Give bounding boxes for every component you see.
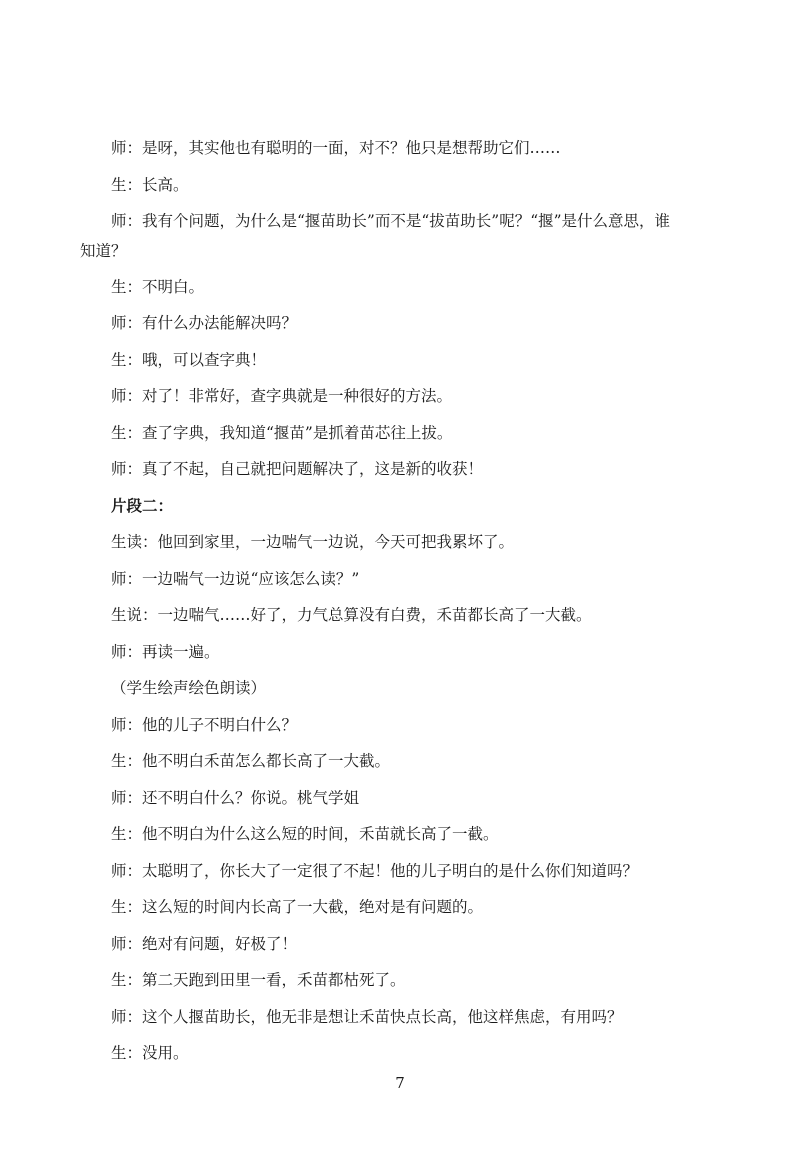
- dialogue-line: 生：这么短的时间内长高了一大截，绝对是有问题的。: [111, 898, 484, 916]
- dialogue-line-continuation: 知道？: [80, 242, 127, 260]
- dialogue-line: 师：他的儿子不明白什么？: [111, 715, 298, 734]
- dialogue-line: 师：是呀，其实他也有聪明的一面，对不？他只是想帮助它们……: [111, 139, 561, 157]
- dialogue-line: 生：他不明白禾苗怎么都长高了一大截。: [111, 752, 391, 770]
- dialogue-line: 师：绝对有问题，好极了！: [111, 934, 298, 953]
- document-body: [80, 138, 712, 1080]
- dialogue-line: 生：没用。: [111, 1044, 189, 1062]
- dialogue-line: 师：真了不起，自己就把问题解决了，这是新的收获！: [111, 460, 484, 478]
- dialogue-line: 师：这个人揠苗助长，他无非是想让禾苗快点长高，他这样焦虑，有用吗？: [111, 1007, 623, 1026]
- dialogue-line: 生：第二天跑到田里一看，禾苗都枯死了。: [111, 971, 406, 989]
- dialogue-line: 师：再读一遍。: [111, 642, 220, 661]
- dialogue-line-wrapped: [80, 211, 712, 261]
- stage-direction: （学生绘声绘色朗读）: [111, 679, 267, 697]
- dialogue-line: 生：长高。: [111, 175, 189, 194]
- dialogue-line: 师：太聪明了，你长大了一定很了不起！他的儿子明白的是什么你们知道吗？: [111, 861, 639, 880]
- dialogue-line: 师：有什么办法能解决吗？: [111, 314, 298, 332]
- dialogue-line: 师：对了！非常好，查字典就是一种很好的方法。: [111, 387, 453, 405]
- dialogue-line: 生读：他回到家里，一边喘气一边说，今天可把我累坏了。: [111, 533, 515, 551]
- page-number: 7: [395, 1074, 405, 1092]
- dialogue-line: 师：还不明白什么？你说。桃气学姐: [111, 788, 360, 807]
- section-heading: 片段二：: [111, 495, 174, 515]
- dialogue-line: 生：查了字典，我知道“揠苗”是抓着苗芯往上拔。: [111, 423, 453, 442]
- dialogue-line: 生：哦，可以查字典！: [111, 350, 267, 369]
- dialogue-line: 生：不明白。: [111, 277, 205, 296]
- dialogue-line: 生说：一边喘气……好了，力气总算没有白费，禾苗都长高了一大截。: [111, 606, 592, 624]
- dialogue-line: 生：他不明白为什么这么短的时间，禾苗就长高了一截。: [111, 825, 499, 843]
- dialogue-line: 师：一边喘气一边说“应该怎么读？”: [111, 569, 360, 588]
- dialogue-line-part: 师：我有个问题，为什么是“揠苗助长”而不是“拔苗助长”呢？“揠”是什么意思，谁: [111, 212, 671, 230]
